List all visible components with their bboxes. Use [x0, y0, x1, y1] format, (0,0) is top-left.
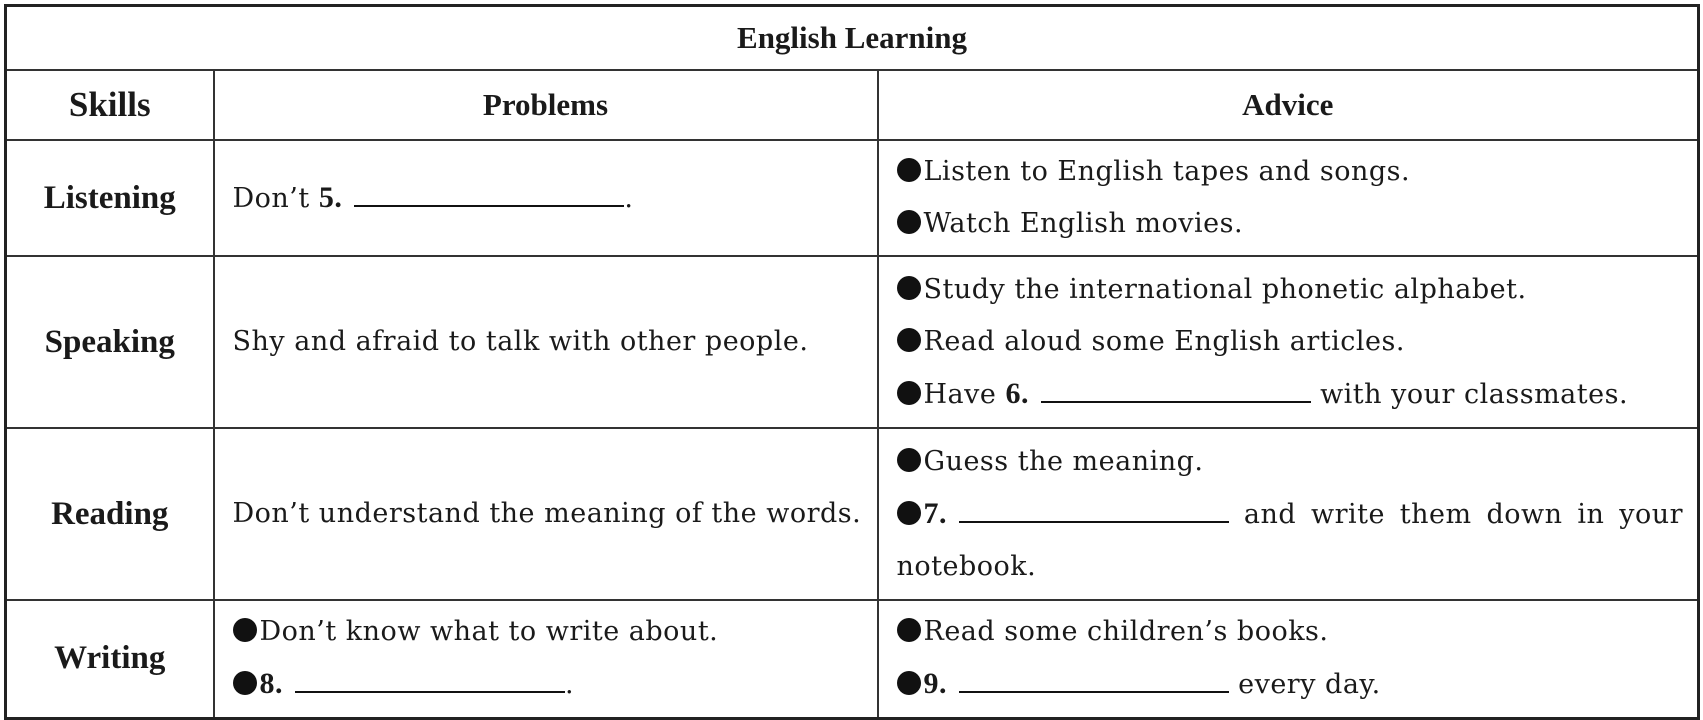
list-item — [897, 198, 1684, 250]
list-item — [897, 436, 1684, 488]
advice-text-end: every day. — [1238, 669, 1381, 701]
bullet-icon — [897, 671, 921, 695]
list-item — [897, 146, 1684, 198]
question-number: 8. — [259, 667, 283, 701]
skill-listening: Listening — [6, 140, 214, 256]
bullet-icon — [233, 618, 257, 642]
problem-text: Don’t understand the meaning of the words. — [232, 498, 862, 529]
problem-reading — [214, 428, 878, 600]
bullet-icon — [897, 158, 921, 182]
advice-text-end: with your classmates. — [1320, 378, 1629, 410]
list-item — [233, 658, 863, 711]
bullet-icon — [897, 328, 921, 352]
problem-text: Shy and afraid to talk with other people. — [232, 326, 809, 357]
advice-text: Listen to English tapes and songs. — [923, 156, 1411, 187]
advice-text: Have — [923, 378, 997, 410]
answer-blank-8[interactable] — [295, 671, 565, 693]
advice-listening — [878, 140, 1699, 256]
bullet-icon — [897, 448, 921, 472]
advice-reading — [878, 428, 1699, 600]
advice-text: Watch English movies. — [923, 208, 1244, 239]
advice-text-end: and write them down in your notebook. — [896, 498, 1684, 582]
skill-speaking: Speaking — [6, 256, 214, 428]
advice-text: Read aloud some English articles. — [923, 325, 1405, 357]
problem-text-end: . — [565, 669, 575, 701]
advice-writing — [878, 600, 1699, 718]
header-skills: Skills — [6, 70, 214, 140]
bullet-icon — [233, 671, 257, 695]
bullet-icon — [897, 618, 921, 642]
advice-speaking — [878, 256, 1699, 428]
bullet-icon — [897, 276, 921, 300]
problem-text: Don’t — [232, 182, 310, 214]
header-problems: Problems — [214, 70, 878, 140]
advice-text: Read some children’s books. — [923, 616, 1329, 648]
table-row-listening — [6, 140, 1699, 256]
skill-writing: Writing — [6, 600, 214, 718]
answer-blank-6[interactable] — [1041, 381, 1311, 403]
question-number: 6. — [1005, 376, 1029, 410]
english-learning-worksheet — [4, 4, 1697, 712]
problem-text: Don’t know what to write about. — [259, 616, 719, 648]
list-item — [897, 368, 1684, 421]
answer-blank-9[interactable] — [959, 671, 1229, 693]
table-row-writing — [6, 600, 1699, 718]
list-item — [897, 264, 1684, 316]
problem-text-end: . — [624, 182, 634, 214]
problem-writing — [214, 600, 878, 718]
answer-blank-7[interactable] — [959, 501, 1229, 523]
table-row-reading — [6, 428, 1699, 600]
problem-listening — [214, 140, 878, 256]
advice-text: Study the international phonetic alphabet. — [923, 273, 1527, 305]
english-learning-table — [4, 4, 1700, 720]
bullet-icon — [897, 501, 921, 525]
question-number: 5. — [318, 180, 343, 214]
list-item — [897, 658, 1684, 711]
advice-text: Guess the meaning. — [923, 445, 1204, 477]
table-title: English Learning — [6, 6, 1699, 71]
list-item — [897, 316, 1684, 368]
list-item — [897, 606, 1684, 658]
skill-reading: Reading — [6, 428, 214, 600]
question-number: 9. — [923, 667, 947, 701]
list-item — [897, 488, 1684, 593]
header-advice: Advice — [878, 70, 1699, 140]
problem-speaking — [214, 256, 878, 428]
bullet-icon — [897, 210, 921, 234]
table-row-speaking — [6, 256, 1699, 428]
answer-blank-5[interactable] — [354, 185, 624, 207]
bullet-icon — [897, 381, 921, 405]
question-number: 7. — [923, 496, 947, 530]
list-item — [233, 606, 863, 658]
